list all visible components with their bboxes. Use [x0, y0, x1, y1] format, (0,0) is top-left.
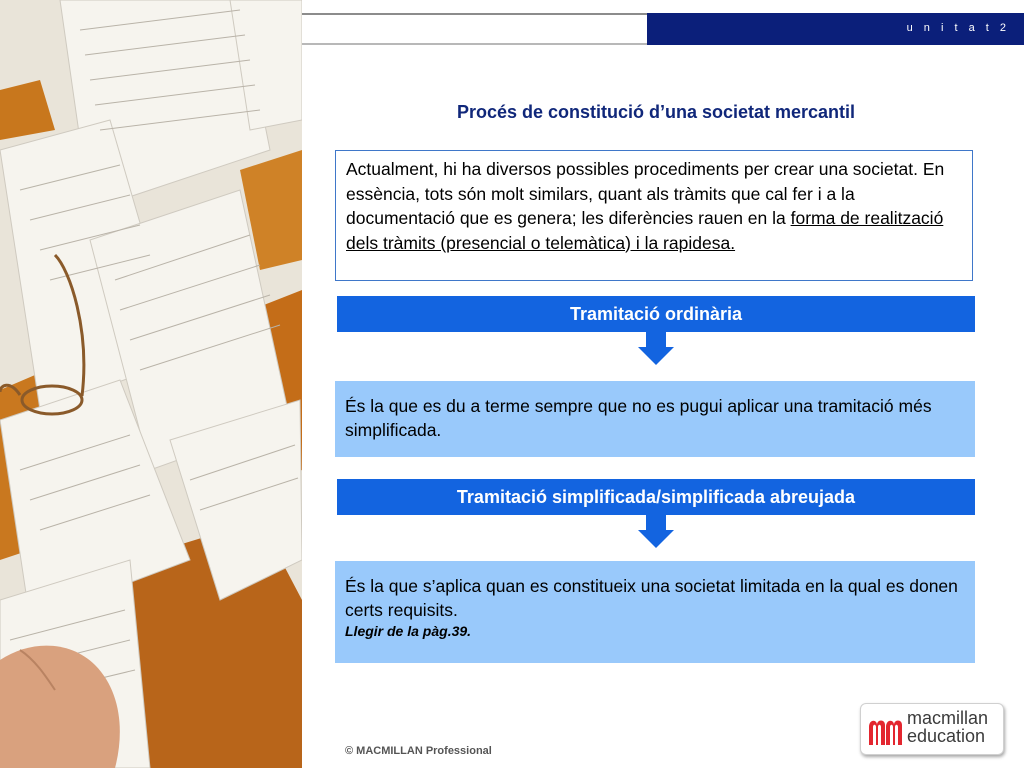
arrow-down-icon [638, 331, 674, 365]
background-photo [0, 0, 302, 768]
page-reference: Llegir de la pàg.39. [345, 623, 472, 639]
macmillan-education-logo [860, 703, 1004, 755]
logo-text [907, 709, 988, 745]
step-description-ordinary: És la que es du a terme sempre que no es pugui aplicar una tramitació més simplificada. [345, 396, 932, 440]
copyright-text: © MACMILLAN Professional [345, 745, 492, 757]
step-heading-ordinary: Tramitació ordinària [337, 296, 975, 332]
slide-title: Procés de constitució d’una societat mercantil [456, 102, 856, 122]
step-description-box-simplified [335, 561, 975, 663]
header-bar-right [647, 13, 1024, 45]
header-bar-left [302, 13, 647, 45]
step-heading-simplified: Tramitació simplificada/simplificada abreujada [337, 479, 975, 515]
intro-text-box [335, 150, 973, 281]
logo-line1: macmillan [907, 708, 989, 728]
intro-text-underlined: forma de realització dels tràmits (presencial o telemàtica) i la rapidesa. [346, 208, 944, 253]
intro-text: Actualment, hi ha diversos possibles procediments per crear una societat. En essència, tots són molt similars, quant als tràmits que cal fer i a la documentació que es genera; les diferències rauen en la [346, 159, 945, 228]
logo-line2: education [907, 726, 986, 746]
arrow-down-icon [638, 514, 674, 548]
step-description-simplified: És la que s’aplica quan es constitueix una societat limitada en la qual es donen certs requisits. [345, 576, 958, 620]
step-description-box-ordinary [335, 381, 975, 457]
macmillan-logo-icon [869, 713, 903, 745]
unit-label: u n i t a t 2 [906, 22, 1010, 34]
